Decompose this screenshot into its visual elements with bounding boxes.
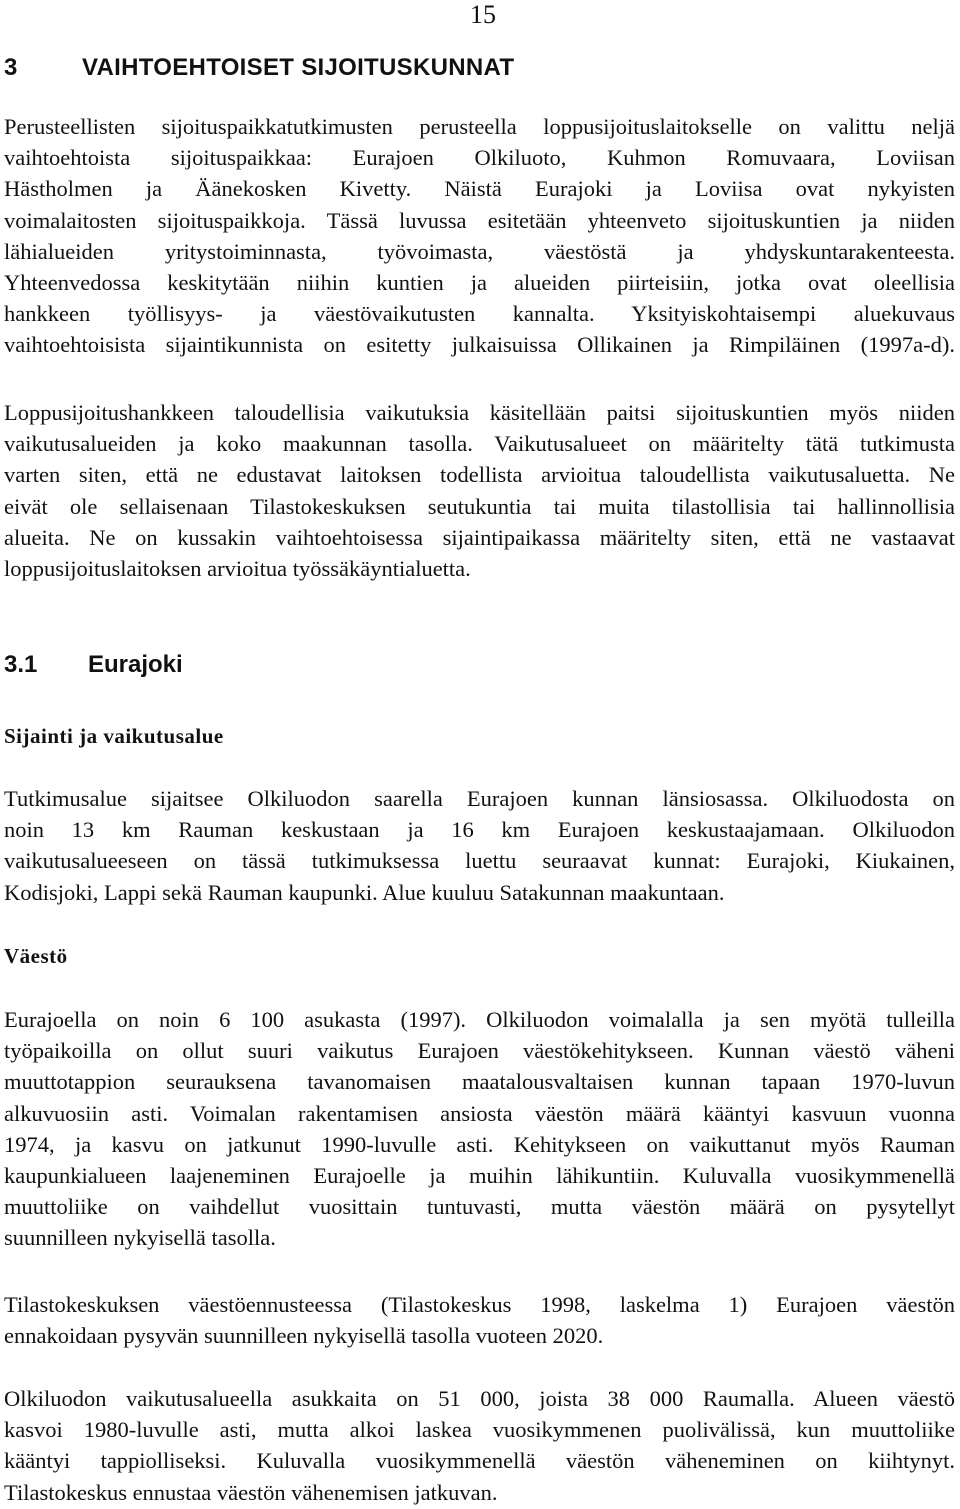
paragraph-forecast [4, 1289, 955, 1351]
text-line: suunnilleen nykyisellä tasolla. [4, 1225, 276, 1251]
text-line: vaikutusalueiden ja koko maakunnan tasolla. Vaikutusalueet on määritelty tätä tutkimusta [4, 431, 955, 457]
section-number: 3.1 [4, 651, 38, 678]
chapter-heading [4, 54, 514, 82]
text-line: kääntyi tappiolliseksi. Kuluvalla vuosikymmenellä väestön väheneminen on kiihtynyt. [4, 1448, 955, 1474]
text-line: Eurajoella on noin 6 100 asukasta (1997). Olkiluodon voimalalla ja sen myötä tulleilla [4, 1007, 955, 1032]
text-line: Loppusijoitushankkeen taloudellisia vaikutuksia käsitellään paitsi sijoituskuntien myös niiden [4, 400, 955, 425]
text-line: eivät ole sellaisenaan Tilastokeskuksen seutukuntia tai muita tilastollisia tai hallinnollisia [4, 493, 955, 519]
chapter-title: VAIHTOEHTOISET SIJOITUSKUNNAT [82, 54, 515, 81]
text-line: vaihtoehtoista sijoituspaikkaa: Eurajoen Olkiluoto, Kuhmon Romuvaara, Loviisan [4, 145, 955, 171]
subheading-location: Sijainti ja vaikutusalue [4, 724, 224, 748]
paragraph-impact-areas [4, 397, 955, 584]
text-line: hankkeen työllisyys- ja väestövaikutusten kannalta. Yksityiskohtaisempi aluekuvaus [4, 301, 955, 327]
text-line: muuttoliike on vaihdellut vuosittain tuntuvasti, mutta väestön määrä on pysytellyt [4, 1194, 955, 1220]
paragraph-intro [4, 111, 955, 361]
text-line: lähialueiden yritystoiminnasta, työvoimasta, väestöstä ja yhdyskuntarakenteesta. [4, 238, 955, 264]
paragraph-impact-population [4, 1383, 955, 1508]
subheading-population: Väestö [4, 944, 68, 968]
text-line: vaihtoehtoisista sijaintikunnista on esitetty julkaisuissa Ollikainen ja Rimpiläinen (1997a-d). [4, 332, 955, 358]
text-line: Kodisjoki, Lappi sekä Rauman kaupunki. Alue kuuluu Satakunnan maakuntaan. [4, 879, 725, 905]
text-line: työpaikoilla on ollut suuri vaikutus Eurajoen väestökehitykseen. Kunnan väestö väheni [4, 1038, 955, 1064]
text-line: alkuvuosiin asti. Voimalan rakentamisen ansiosta väestön määrä kääntyi kasvuun vuonna [4, 1100, 955, 1126]
text-line: Yhteenvedossa keskitytään niihin kuntien ja alueiden piirteisiin, jotka ovat oleellisia [4, 270, 955, 296]
paragraph-location [4, 783, 955, 908]
text-line: Tilastokeskus ennustaa väestön vähenemisen jatkuvan. [4, 1479, 498, 1505]
text-line: noin 13 km Rauman keskustaan ja 16 km Eurajoen keskustaajamaan. Olkiluodon [4, 817, 955, 843]
section-heading [4, 651, 183, 679]
text-line: alueita. Ne on kussakin vaihtoehtoisessa sijaintipaikassa määritelty siten, että ne vastaavat [4, 524, 955, 550]
text-line: Tilastokeskuksen väestöennusteessa (Tilastokeskus 1998, laskelma 1) Eurajoen väestön [4, 1292, 955, 1317]
text-line: kaupunkialueen laajeneminen Eurajoelle ja muihin lähikuntiin. Kuluvalla vuosikymmenellä [4, 1163, 955, 1189]
text-line: voimalaitosten sijoituspaikkoja. Tässä luvussa esitetään yhteenveto sijoituskuntien ja niiden [4, 207, 955, 233]
text-line: varten siten, että ne edustavat laitoksen todellista arvioitua taloudellista vaikutusaluetta. Ne [4, 462, 955, 488]
paragraph-population [4, 1004, 955, 1254]
text-line: vaikutusalueeseen on tässä tutkimuksessa luettu seuraavat kunnat: Eurajoki, Kiukainen, [4, 848, 955, 874]
text-line: Perusteellisten sijoituspaikkatutkimusten perusteella loppusijoituslaitokselle on valittu neljä [4, 114, 955, 139]
text-line: muuttotappion seurauksena tavanomaisen maatalousvaltaisen kunnan tapaan 1970-luvun [4, 1069, 955, 1095]
text-line: Olkiluodon vaikutusalueella asukkaita on 51 000, joista 38 000 Raumalla. Alueen väestö [4, 1386, 955, 1411]
text-line: Hästholmen ja Äänekosken Kivetty. Näistä Eurajoki ja Loviisa ovat nykyisten [4, 176, 955, 202]
text-line: 1974, ja kasvu on jatkunut 1990-luvulle asti. Kehitykseen on vaikuttanut myös Rauman [4, 1131, 955, 1157]
page-number: 15 [470, 0, 496, 29]
section-title: Eurajoki [88, 651, 183, 678]
text-line: kasvoi 1980-luvulle asti, mutta alkoi laskea vuosikymmenen puolivälissä, kun muuttoliike [4, 1417, 955, 1443]
text-line: loppusijoituslaitoksen arvioitua työssäkäyntialuetta. [4, 556, 471, 582]
text-line: ennakoidaan pysyvän suunnilleen nykyisellä tasolla vuoteen 2020. [4, 1323, 604, 1349]
text-line: Tutkimusalue sijaitsee Olkiluodon saarella Eurajoen kunnan länsiosassa. Olkiluodosta on [4, 786, 955, 811]
chapter-number: 3 [4, 54, 18, 81]
